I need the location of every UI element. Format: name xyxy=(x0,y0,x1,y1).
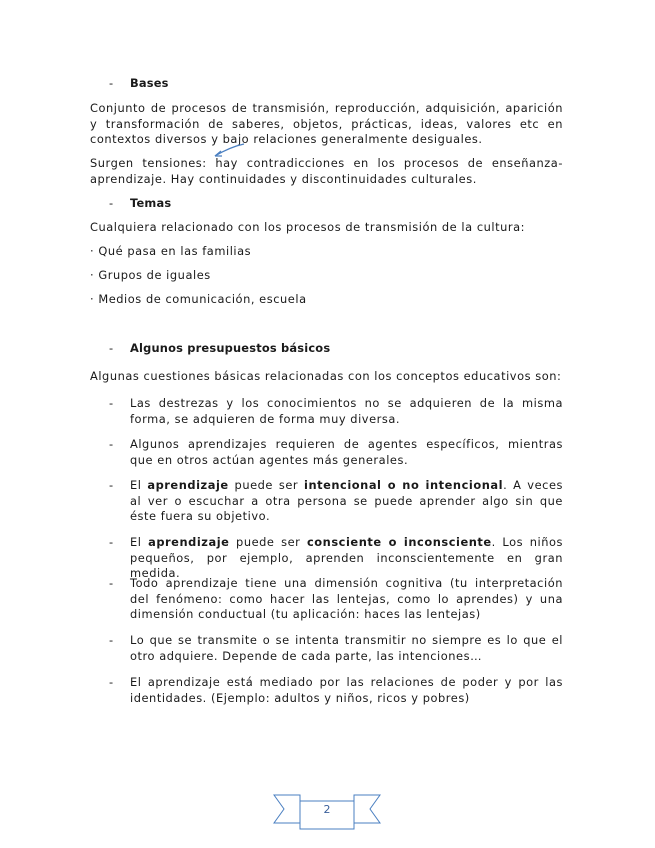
section-heading-bases xyxy=(109,76,169,90)
section-heading-presupuestos xyxy=(109,341,330,355)
list-item xyxy=(109,478,563,525)
list-item xyxy=(109,396,563,427)
bullet-marker: - xyxy=(109,675,114,689)
bullet-marker: - xyxy=(109,478,114,492)
section-title: Temas xyxy=(130,196,172,210)
bases-paragraph-2: Surgen tensiones: hay contradicciones en los procesos de enseñanza-aprendizaje. Hay continuidades y discontinuidades culturales. xyxy=(90,156,563,186)
annotation-arrow-icon xyxy=(212,143,246,159)
text-run: . Los niños pequeños, por ejemplo, aprenden inconscientemente en gran medida. xyxy=(130,535,564,580)
bullet-marker: - xyxy=(109,76,114,90)
list-item xyxy=(109,535,563,582)
text-run: puede ser xyxy=(229,535,307,549)
text-run: . A veces al ver o escuchar a otra persona se puede aprender algo sin que éste fuera su objetivo. xyxy=(130,478,563,523)
bullet-marker: - xyxy=(109,396,114,410)
list-item: · Medios de comunicación, escuela xyxy=(90,292,307,306)
bullet-marker: - xyxy=(109,633,114,647)
bullet-text xyxy=(130,535,563,582)
bullet-text: Las destrezas y los conocimientos no se adquieren de la misma forma, se adquieren de forma muy diversa. xyxy=(130,396,563,426)
section-heading-temas xyxy=(109,196,171,210)
bullet-text xyxy=(130,478,563,525)
bullet-text: Lo que se transmite o se intenta transmitir no siempre es lo que el otro adquiere. Depende de cada parte, las intenciones… xyxy=(130,633,563,663)
bullet-text: Algunos aprendizajes requieren de agentes específicos, mientras que en otros actúan agentes más generales. xyxy=(130,437,563,467)
list-item: · Grupos de iguales xyxy=(90,268,211,282)
text-run: El xyxy=(130,535,149,549)
bullet-marker: - xyxy=(109,341,114,355)
bullet-text: El aprendizaje está mediado por las relaciones de poder y por las identidades. (Ejemplo: adultos y niños, ricos y pobres) xyxy=(130,675,563,705)
section-title: Bases xyxy=(130,76,169,90)
bullet-text: Todo aprendizaje tiene una dimensión cognitiva (tu interpretación del fenómeno: como hacer las lentejas, como lo aprendes) y una dimensión conductual (tu aplicación: haces las lentejas) xyxy=(130,576,563,621)
temas-intro: Cualquiera relacionado con los procesos de transmisión de la cultura: xyxy=(90,220,526,234)
bases-paragraph-1: Conjunto de procesos de transmisión, reproducción, adquisición, aparición y transformación de saberes, objetos, prácticas, ideas, valores etc en contextos diversos y bajo relaciones generalmente desiguales. xyxy=(90,101,563,146)
bullet-marker: - xyxy=(109,576,114,590)
text-run: puede ser xyxy=(228,478,304,492)
list-item xyxy=(109,437,563,468)
bold-term: intencional o no intencional xyxy=(303,478,504,492)
text-run: El xyxy=(130,478,148,492)
bullet-marker: - xyxy=(109,535,114,549)
presupuestos-intro: Algunas cuestiones básicas relacionadas con los conceptos educativos son: xyxy=(90,369,562,383)
bold-term: aprendizaje xyxy=(148,535,230,549)
bold-term: aprendizaje xyxy=(147,478,229,492)
list-item xyxy=(109,633,563,664)
bold-term: consciente o inconsciente xyxy=(307,535,492,549)
page-number: 2 xyxy=(323,803,331,816)
section-title: Algunos presupuestos básicos xyxy=(130,341,331,355)
bullet-marker: - xyxy=(109,196,114,210)
list-item: · Qué pasa en las familias xyxy=(90,244,252,258)
list-item xyxy=(109,576,563,623)
bullet-marker: - xyxy=(109,437,114,451)
list-item xyxy=(109,675,563,706)
